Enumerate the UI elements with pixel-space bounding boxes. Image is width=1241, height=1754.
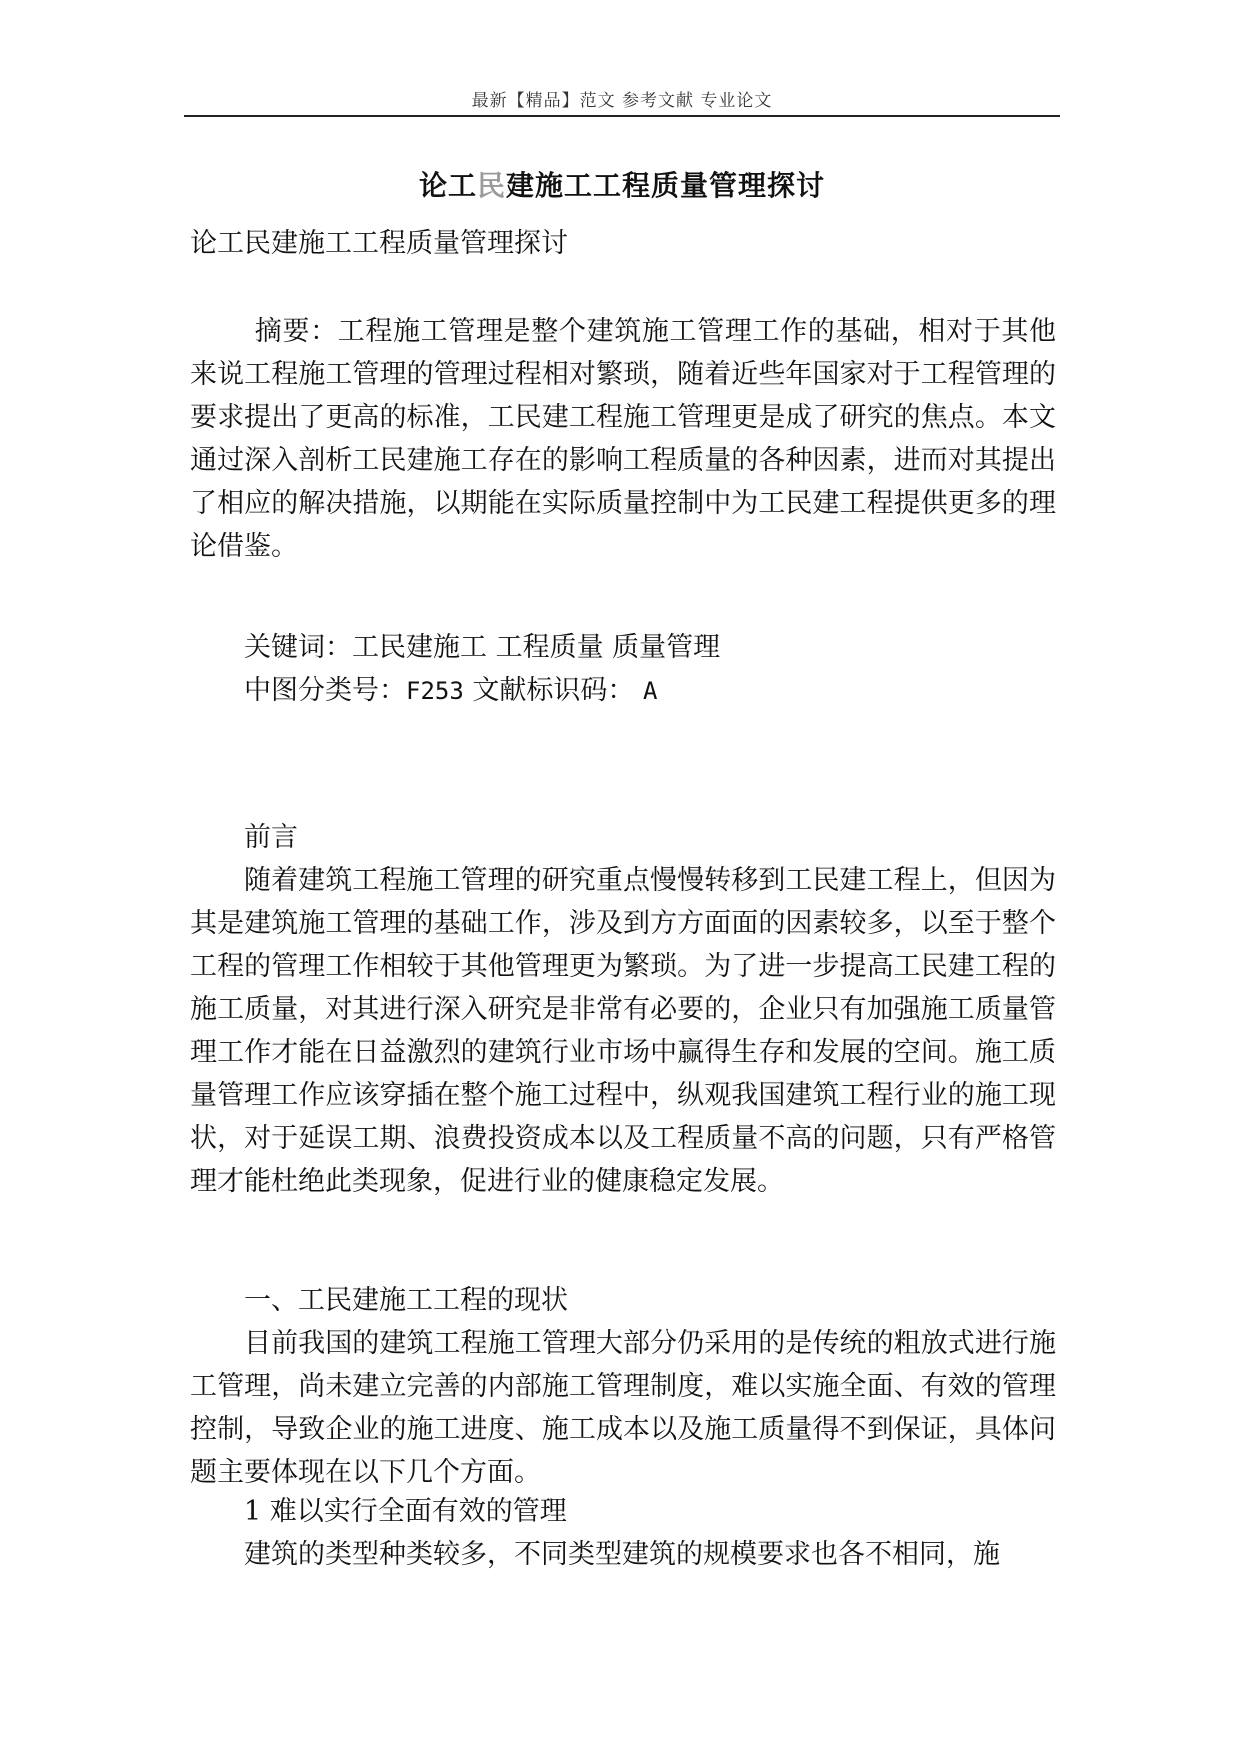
section-1-heading: 一、工民建施工工程的现状 bbox=[244, 1285, 568, 1316]
doc-code-value: A bbox=[642, 677, 658, 705]
keywords-label: 关键词： bbox=[244, 632, 352, 663]
title-part-2: 建施工工程质量管理探讨 bbox=[506, 169, 826, 202]
document-subtitle: 论工民建施工工程质量管理探讨 bbox=[190, 228, 568, 259]
subsection-1-paragraph: 建筑的类型种类较多，不同类型建筑的规模要求也各不相同，施 bbox=[244, 1539, 1000, 1570]
classification-line bbox=[244, 669, 1110, 713]
subsection-1-heading: 1 难以实行全面有效的管理 bbox=[244, 1496, 567, 1527]
document-title bbox=[184, 164, 1060, 204]
page-header: 最新【精品】范文 参考文献 专业论文 bbox=[471, 91, 773, 111]
title-part-1: 论工 bbox=[418, 169, 477, 202]
keywords-line bbox=[244, 626, 1110, 669]
doc-code-label: 文献标识码： bbox=[463, 675, 643, 706]
keywords-value: 工民建施工 工程质量 质量管理 bbox=[352, 632, 721, 663]
title-highlight: 民 bbox=[476, 169, 506, 202]
section-1-paragraph: 目前我国的建筑工程施工管理大部分仍采用的是传统的粗放式进行施工管理，尚未建立完善的内部施工管理制度，难以实施全面、有效的管理控制，导致企业的施工进度、施工成本以及施工质量得不到保证，具体问题主要体现在以下几个方面。 bbox=[190, 1328, 1056, 1488]
abstract-paragraph: 摘要：工程施工管理是整个建筑施工管理工作的基础，相对于其他来说工程施工管理的管理过程相对繁琐，随着近些年国家对于工程管理的要求提出了更高的标准，工民建工程施工管理更是成了研究的焦点。本文通过深入剖析工民建施工存在的影响工程质量的各种因素，进而对其提出了相应的解决措施，以期能在实际质量控制中为工民建工程提供更多的理论借鉴。 bbox=[190, 316, 1056, 562]
header-divider bbox=[184, 115, 1060, 117]
preface-heading: 前言 bbox=[244, 822, 298, 853]
preface-paragraph: 随着建筑工程施工管理的研究重点慢慢转移到工民建工程上，但因为其是建筑施工管理的基础工作，涉及到方方面面的因素较多，以至于整个工程的管理工作相较于其他管理更为繁琐。为了进一步提高工民建工程的施工质量，对其进行深入研究是非常有必要的，企业只有加强施工质量管理工作才能在日益激烈的建筑行业市场中赢得生存和发展的空间。施工质量管理工作应该穿插在整个施工过程中，纵观我国建筑工程行业的施工现状，对于延误工期、浪费投资成本以及工程质量不高的问题，只有严格管理才能杜绝此类现象，促进行业的健康稳定发展。 bbox=[190, 865, 1056, 1197]
clc-label: 中图分类号： bbox=[244, 675, 406, 706]
clc-value: F253 bbox=[406, 677, 464, 705]
